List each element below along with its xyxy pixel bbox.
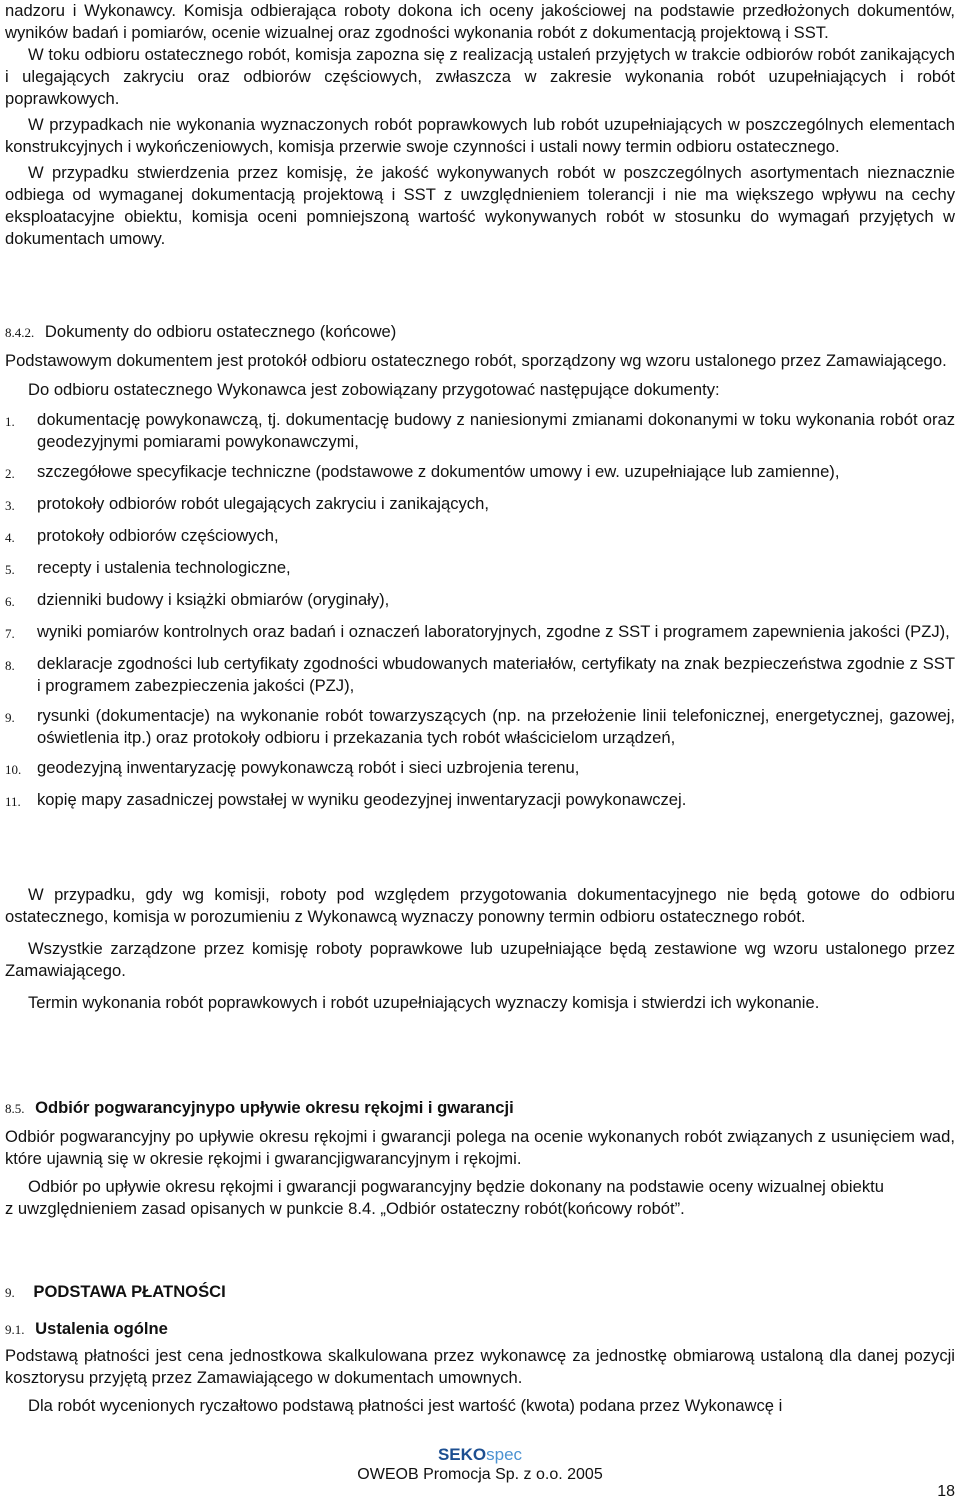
list-item-text: protokoły odbiorów robót ulegających zakryciu i zanikających, bbox=[37, 494, 489, 513]
list-item-number: 10. bbox=[5, 762, 22, 777]
list-item-text: dokumentację powykonawczą, tj. dokumentację budowy z naniesionymi zmianami dokonanymi w toku wykonania robót oraz geodezyjnymi pomiarami powykonawczymi, bbox=[37, 410, 955, 451]
page-number: 18 bbox=[937, 1483, 955, 1500]
paragraph: Wszystkie zarządzone przez komisję roboty poprawkowe lub uzupełniające będą zestawione wg wzoru ustalonego przez Zamawiającego. bbox=[5, 939, 955, 980]
document-list-item bbox=[5, 557, 955, 581]
paragraph: Dla robót wycenionych ryczałtowo podstawą płatności jest wartość (kwota) podana przez Wykonawcę i bbox=[28, 1396, 783, 1415]
section-heading bbox=[5, 1097, 955, 1120]
list-item-number: 7. bbox=[5, 626, 15, 641]
section-number: 8.5. bbox=[5, 1101, 25, 1116]
paragraph: Odbiór pogwarancyjny po upływie okresu rękojmi i gwarancji polega na ocenie wykonanych robót związanych z usunięciem wad, które ujawnią się w okresie rękojmi i gwarancjigwarancyjnym i rękojmi. bbox=[5, 1127, 955, 1168]
paragraph: Odbiór po upływie okresu rękojmi i gwarancji pogwarancyjny będzie dokonany na podstawie oceny wizualnej obiektu bbox=[28, 1177, 884, 1196]
section-number: 9. bbox=[5, 1285, 15, 1300]
list-item-number: 4. bbox=[5, 530, 15, 545]
section-title: Odbiór pogwarancyjnypo upływie okresu rękojmi i gwarancji bbox=[35, 1098, 514, 1117]
section-8-4-2 bbox=[5, 321, 955, 813]
paragraph: Do odbioru ostatecznego Wykonawca jest zobowiązany przygotować następujące dokumenty: bbox=[28, 380, 720, 399]
intro-paragraph-2: W toku odbioru ostatecznego robót, komisja zapozna się z realizacją ustaleń przyjętych w trakcie odbiorów robót zanikających i ulegających zakryciu oraz odbiorów częściowych, zwłaszcza w zakresie wykonania robót uzupełniających i robót poprawkowych. bbox=[5, 45, 955, 108]
section-title: Dokumenty do odbioru ostatecznego (końcowe) bbox=[44, 322, 397, 341]
document-list-item bbox=[5, 525, 955, 549]
paragraph: z uwzględnieniem zasad opisanych w punkcie 8.4. „Odbiór ostateczny robót(końcowy robót”. bbox=[5, 1199, 685, 1218]
logo-part-1: SEKO bbox=[437, 1445, 487, 1464]
list-item-text: dzienniki budowy i książki obmiarów (oryginały), bbox=[37, 590, 390, 609]
paragraph: W przypadku, gdy wg komisji, roboty pod względem przygotowania dokumentacyjnego nie będą gotowe do odbioru ostatecznego, komisja w porozumieniu z Wykonawcą wyznaczy ponowny termin odbioru ostatecznego robót. bbox=[5, 885, 955, 926]
logo-part-2: spec bbox=[486, 1445, 523, 1464]
section-heading bbox=[5, 321, 955, 344]
section-9-1 bbox=[5, 1318, 955, 1417]
section-title: Ustalenia ogólne bbox=[35, 1319, 168, 1338]
document-list-item bbox=[5, 789, 955, 813]
list-item-text: protokoły odbiorów częściowych, bbox=[37, 526, 279, 545]
list-item-text: recepty i ustalenia technologiczne, bbox=[37, 558, 291, 577]
document-list-item bbox=[5, 589, 955, 613]
sekospec-logo bbox=[0, 1445, 960, 1465]
section-heading bbox=[5, 1318, 955, 1341]
intro-paragraph-3: W przypadkach nie wykonania wyznaczonych robót poprawkowych lub robót uzupełniających w poszczególnych elementach konstrukcyjnych i wykończeniowych, komisja przerwie swoje czynności i ustali nowy termin odbioru ostatecznego. bbox=[5, 115, 955, 156]
intro-paragraph-4: W przypadku stwierdzenia przez komisję, że jakość wykonywanych robót w poszczególnych asortymentach nieznacznie odbiega od wymaganej dokumentacją projektową i SST z uwzględnieniem tolerancji i nie ma większego wpływu na cechy eksploatacyjne obiektu, komisja oceni pomniejszoną wartość wykonywanych robót w stosunku do wymagań przyjętych w dokumentach umowy. bbox=[5, 163, 955, 248]
section-heading bbox=[5, 1281, 955, 1304]
paragraph: Termin wykonania robót poprawkowych i robót uzupełniających wyznaczy komisja i stwierdzi ich wykonanie. bbox=[28, 993, 820, 1012]
company-name: OWEOB Promocja Sp. z o.o. 2005 bbox=[357, 1466, 603, 1483]
list-item-number: 11. bbox=[5, 794, 21, 809]
list-item-number: 6. bbox=[5, 594, 15, 609]
document-list-item bbox=[5, 461, 955, 485]
document-list-item bbox=[5, 621, 955, 645]
intro-paragraph-1: nadzoru i Wykonawcy. Komisja odbierająca roboty dokona ich oceny jakościowej na podstawie przedłożonych dokumentów, wyników badań i pomiarów, ocenie wizualnej oraz zgodności wykonania robót z dokumentacją projektową i SST. bbox=[5, 1, 955, 42]
document-list-item bbox=[5, 705, 955, 749]
list-item-number: 5. bbox=[5, 562, 15, 577]
section-title: PODSTAWA PŁATNOŚCI bbox=[33, 1282, 226, 1301]
document-list-item bbox=[5, 409, 955, 453]
list-item-text: deklaracje zgodności lub certyfikaty zgodności wbudowanych materiałów, certyfikaty na znak bezpieczeństwa zgodnie z SST i programem zabezpieczenia jakości (PZJ), bbox=[37, 654, 955, 695]
paragraph: Podstawowym dokumentem jest protokół odbioru ostatecznego robót, sporządzony wg wzoru ustalonego przez Zamawiającego. bbox=[5, 351, 947, 370]
list-item-number: 1. bbox=[5, 414, 15, 429]
section-9 bbox=[5, 1281, 955, 1304]
list-item-number: 8. bbox=[5, 658, 15, 673]
intro-section bbox=[5, 0, 955, 250]
page-footer bbox=[0, 1445, 960, 1485]
document-list-item bbox=[5, 757, 955, 781]
list-item-text: rysunki (dokumentacje) na wykonanie robót towarzyszących (np. na przełożenie linii telefonicznej, energetycznej, gazowej, oświetlenia itp.) oraz protokoły odbioru i przekazania tych robót właścicielom urządzeń, bbox=[37, 706, 955, 747]
section-8-5 bbox=[5, 1097, 955, 1220]
list-item-number: 3. bbox=[5, 498, 15, 513]
section-number: 9.1. bbox=[5, 1322, 25, 1337]
documents-list bbox=[5, 409, 955, 813]
list-item-text: szczegółowe specyfikacje techniczne (podstawowe z dokumentów umowy i ew. uzupełniające lub zamienne), bbox=[37, 462, 840, 481]
section-8-4-2-closing bbox=[5, 884, 955, 1014]
list-item-text: kopię mapy zasadniczej powstałej w wyniku geodezyjnej inwentaryzacji powykonawczej. bbox=[37, 790, 687, 809]
list-item-number: 9. bbox=[5, 710, 15, 725]
section-number: 8.4.2. bbox=[5, 325, 35, 340]
document-list-item bbox=[5, 493, 955, 517]
list-item-text: geodezyjną inwentaryzację powykonawczą robót i sieci uzbrojenia terenu, bbox=[37, 758, 580, 777]
paragraph: Podstawą płatności jest cena jednostkowa skalkulowana przez wykonawcę za jednostkę obmiarową ustaloną dla danej pozycji kosztorysu przyjętą przez Zamawiającego w dokumentach umownych. bbox=[5, 1346, 955, 1387]
document-list-item bbox=[5, 653, 955, 697]
list-item-text: wyniki pomiarów kontrolnych oraz badań i oznaczeń laboratoryjnych, zgodne z SST i programem zapewnienia jakości (PZJ), bbox=[37, 622, 950, 641]
list-item-number: 2. bbox=[5, 466, 15, 481]
